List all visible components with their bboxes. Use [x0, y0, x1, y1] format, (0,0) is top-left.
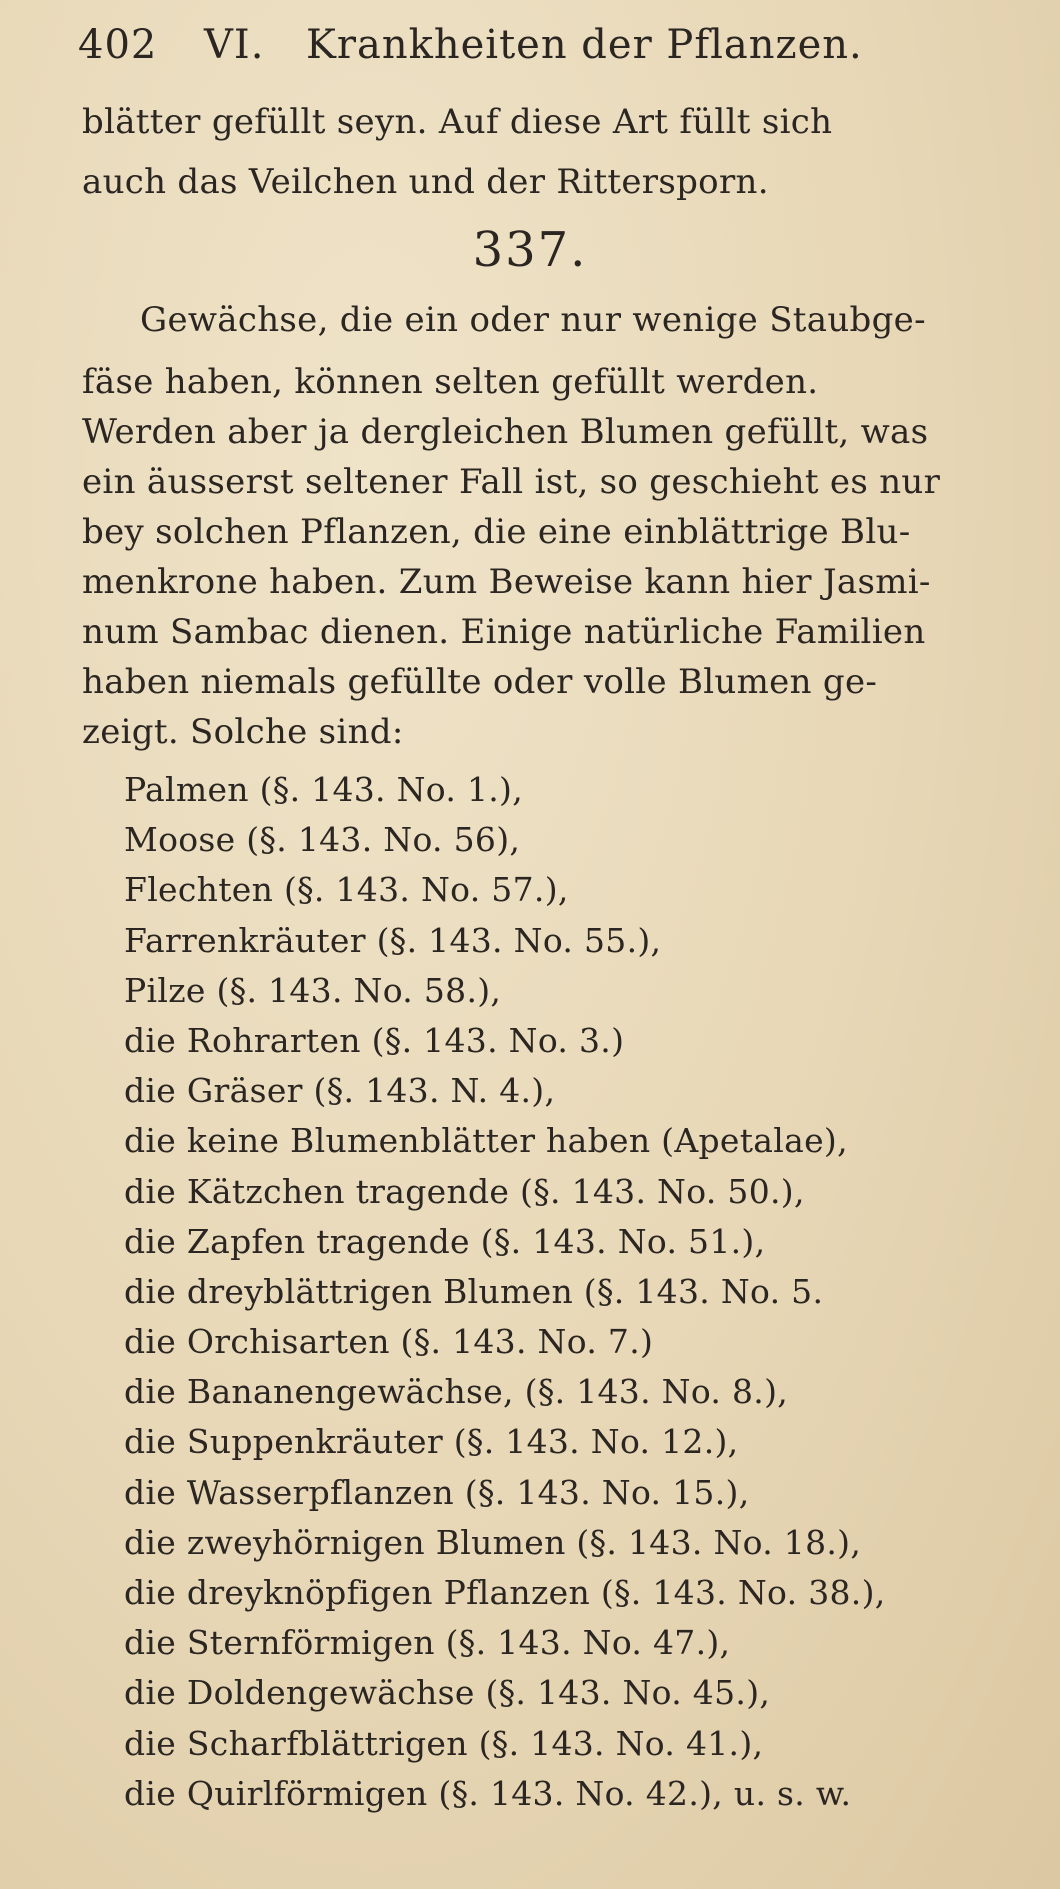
list-item: die Zapfen tragende (§. 143. No. 51.),	[124, 1221, 766, 1261]
text-line: bey solchen Pflanzen, die eine einblättrige Blu-	[82, 512, 911, 552]
running-title: Krankheiten der Pflanzen.	[306, 22, 863, 68]
page-number: 402	[78, 22, 158, 68]
list-item: die Sternförmigen (§. 143. No. 47.),	[124, 1623, 731, 1663]
text-line: Gewächse, die ein oder nur wenige Staubge-	[140, 300, 926, 340]
text-line: num Sambac dienen. Einige natürliche Familien	[82, 612, 926, 652]
list-item: die Wasserpflanzen (§. 143. No. 15.),	[124, 1472, 750, 1512]
text-line: menkrone haben. Zum Beweise kann hier Jasmi-	[82, 562, 931, 602]
text-line: ein äusserst seltener Fall ist, so geschieht es nur	[82, 462, 941, 502]
list-item: die keine Blumenblätter haben (Apetalae),	[124, 1121, 848, 1161]
list-item: die Orchisarten (§. 143. No. 7.)	[124, 1322, 654, 1362]
list-item: die Quirlförmigen (§. 143. No. 42.), u. s. w.	[124, 1773, 852, 1813]
section-number: 337.	[472, 222, 588, 278]
text-line: haben niemals gefüllte oder volle Blumen ge-	[82, 662, 878, 702]
list-item: Palmen (§. 143. No. 1.),	[124, 770, 524, 809]
list-item: die Scharfblättrigen (§. 143. No. 41.),	[124, 1723, 764, 1763]
list-item: die zweyhörnigen Blumen (§. 143. No. 18.),	[124, 1522, 862, 1562]
text-line: fäse haben, können selten gefüllt werden.	[82, 362, 819, 402]
page-header	[78, 22, 1040, 82]
text-line: blätter gefüllt seyn. Auf diese Art füllt sich	[82, 102, 833, 142]
list-item: Pilze (§. 143. No. 58.),	[124, 970, 502, 1010]
list-item: die Bananengewächse, (§. 143. No. 8.),	[124, 1372, 789, 1412]
chapter-number: VI.	[204, 22, 265, 68]
text-line: Werden aber ja dergleichen Blumen gefüllt, was	[82, 412, 929, 452]
text-line: zeigt. Solche sind:	[82, 712, 404, 752]
family-list	[124, 765, 1024, 1819]
list-item: die Gräser (§. 143. N. 4.),	[124, 1071, 556, 1111]
list-item: Moose (§. 143. No. 56),	[124, 820, 521, 860]
list-item: die Doldengewächse (§. 143. No. 45.),	[124, 1673, 771, 1713]
list-item: die Rohrarten (§. 143. No. 3.)	[124, 1020, 625, 1060]
text-line: auch das Veilchen und der Rittersporn.	[82, 162, 769, 202]
list-item: die Kätzchen tragende (§. 143. No. 50.),	[124, 1171, 805, 1211]
list-item: die dreyknöpfigen Pflanzen (§. 143. No. 38.),	[124, 1573, 886, 1612]
list-item: Farrenkräuter (§. 143. No. 55.),	[124, 920, 662, 960]
list-item: Flechten (§. 143. No. 57.),	[124, 870, 569, 910]
list-item: die Suppenkräuter (§. 143. No. 12.),	[124, 1422, 739, 1462]
list-item: die dreyblättrigen Blumen (§. 143. No. 5.	[124, 1271, 824, 1311]
